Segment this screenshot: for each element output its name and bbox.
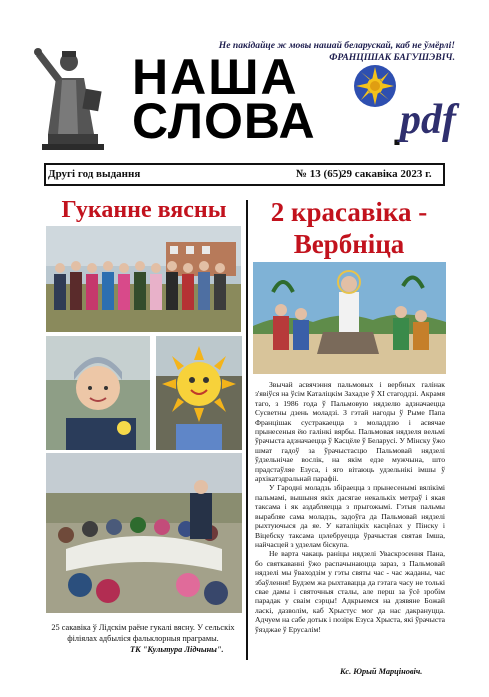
left-photo-source: ТК "Культура Лідчыны". <box>130 645 224 654</box>
issue-bar-top-rule <box>44 163 445 165</box>
body-paragraph: Не варта чакаць раніцы нядзелі Уваскрэсення Пана, бо святкаванні ўжо распачынаюцца зараз, з Пальмовай нядзелі мы ўваходзім у гэты святы час - час жаданы, час збаўлення! Будзем жа рыхтавацца да гэтага часу не толькі свае дамы і святочныя сталы, але перш за ўсё зробім парадак у сваім сэрцы! Адкрыемся на дзявяне Божай ласкі, дазволім, каб Хрыстус мог да нас дакрануцца. Адчуем на сабе дотык і позірк Езуса Хрыста, які ўрачыста ўязджае ў Ерусалім! <box>255 549 445 634</box>
issue-bar-left-rule <box>44 163 46 186</box>
statue-logo-image <box>18 38 126 150</box>
photo-sun-mask <box>156 336 242 450</box>
issue-bar-bottom-rule <box>44 184 445 186</box>
left-headline: Гуканне вясны <box>61 197 227 223</box>
photo-boy-with-flower <box>46 336 150 450</box>
masthead-title-line1: НАША <box>132 49 299 105</box>
issue-bar-right-rule <box>443 163 445 186</box>
masthead-title-dot: . <box>392 112 403 153</box>
right-headline: 2 красавіка - Вербніца <box>270 197 428 259</box>
masthead-title-line2: СЛОВА <box>132 93 316 149</box>
body-paragraph: У Гародні моладзь збіраецца з прынесенымі вялікімі пальмамі, вышыня якіх дасягае некалькіх метраў і якая таксама і як аздабляецца з прыгожымі. Гэтыя пальмы вырабляе сама моладзь, задоўга да Пальмовай нядзелі рыхтуючыся да яе. У каталіцкіх касцёлах у Пінску і Віцебску таксама цэлебруецца ўрачыстая святая Імша, найчасцей з удзелам біскупа. <box>255 483 445 549</box>
right-article-body <box>255 380 445 634</box>
left-photo-caption: 25 сакавіка ў Лідскім раёне гукалі вясну. У сельскіх філіялах адбыліся фальклорныя праграмы. <box>51 623 235 643</box>
motto-text: Не пакідайце ж мовы нашай беларускай, каб не ўмёрлі! <box>218 40 455 51</box>
article-signature: Кс. Юрый Марціновіч. <box>340 667 423 676</box>
issue-date: 29 сакавіка 2023 г. <box>341 168 432 180</box>
palm-sunday-painting <box>253 262 446 374</box>
motto-author: ФРАНЦІШАК БАГУШЭВІЧ. <box>329 52 455 63</box>
body-paragraph: Звычай асвячэння пальмовых і вербных галінак з'явіўся на ўсім Каталіцкім Захадзе ў XI стагоддзі. Акрамя таго, з 1986 года ў Пальмовую нядзелю адзначаецца Сусветны дзень моладзі. З гэтай нагоды ў Рыме Папа Францішак сустракаецца з моладдзю і асвячае прынесеныя ёю галінкі вярбы. Пальмовая нядзеля вельмі ўрачыста адзначаецца ў Касцёле ў Беларусі. У Мінску ўжо шмат гадоў за ўрачыстасцю Пальмовай нядзелі ўдзельнічае вослік, на якім едзе мужчына, што прадстаўляе Езуса, і яго вітаюць удзельнікі імшы ў архікатэдральнай парафіі. <box>255 380 445 484</box>
photo-group-children <box>46 226 241 332</box>
photo-children-with-cloth <box>46 453 242 613</box>
column-divider <box>246 200 248 660</box>
issue-number: № 13 (65) <box>296 168 342 180</box>
masthead-pdf-suffix: pdf <box>400 97 456 143</box>
sun-emblem-icon <box>353 64 397 108</box>
issue-year: Другі год выдання <box>48 168 141 180</box>
